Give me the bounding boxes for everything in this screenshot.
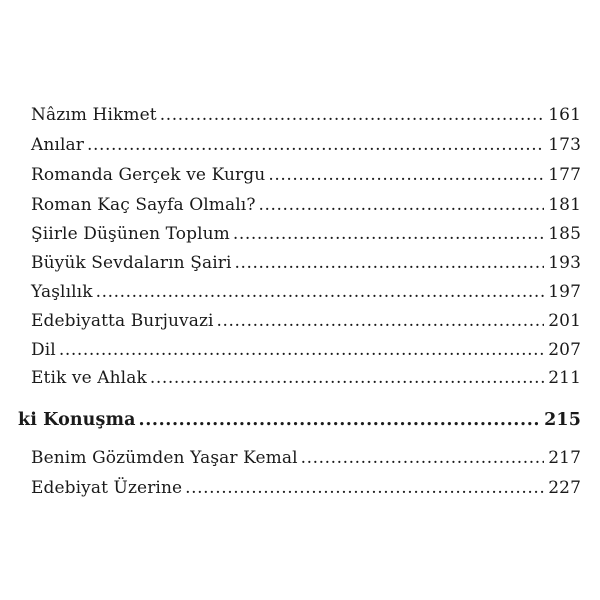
toc-entry-page: 207 <box>548 340 581 360</box>
dot-leader <box>87 133 544 157</box>
toc-entry-title: Roman Kaç Sayfa Olmalı? <box>31 195 256 215</box>
dot-leader <box>139 408 541 432</box>
toc-entry-title: Nâzım Hikmet <box>31 105 157 125</box>
toc-entry-page: 185 <box>548 224 581 244</box>
toc-entry <box>31 446 581 470</box>
toc-entry <box>31 280 581 304</box>
toc-entry <box>31 193 581 217</box>
toc-entry-title: Benim Gözümden Yaşar Kemal <box>31 448 298 468</box>
toc-entry-page: 227 <box>548 478 581 498</box>
toc-entry <box>31 251 581 275</box>
toc-entry <box>31 338 581 362</box>
toc-entry-title: Büyük Sevdaların Şairi <box>31 253 232 273</box>
toc-entry-page: 217 <box>548 448 581 468</box>
toc-entry-page: 211 <box>548 368 581 388</box>
dot-leader <box>233 222 544 246</box>
toc-entry <box>31 476 581 500</box>
toc-entry <box>31 163 581 187</box>
toc-entry <box>31 133 581 157</box>
toc-entry-page: 161 <box>548 105 581 125</box>
toc-section-heading <box>18 408 581 432</box>
dot-leader <box>301 446 545 470</box>
toc-section-title: ki Konuşma <box>18 410 136 430</box>
toc-entry-page: 201 <box>548 311 581 331</box>
dot-leader <box>96 280 545 304</box>
toc-entry-title: Romanda Gerçek ve Kurgu <box>31 165 266 185</box>
toc-entry-page: 181 <box>548 195 581 215</box>
toc-section-page: 215 <box>544 410 581 430</box>
toc-entry-title: Şiirle Düşünen Toplum <box>31 224 230 244</box>
toc-entry-title: Yaşlılık <box>31 282 93 302</box>
toc-entry-title: Anılar <box>31 135 84 155</box>
toc-entry-title: Etik ve Ahlak <box>31 368 147 388</box>
toc-entry-page: 173 <box>548 135 581 155</box>
dot-leader <box>160 103 545 127</box>
toc-entry <box>31 222 581 246</box>
toc-entry-page: 193 <box>548 253 581 273</box>
dot-leader <box>185 476 544 500</box>
toc-entry-page: 177 <box>548 165 581 185</box>
toc-entry <box>31 309 581 333</box>
dot-leader <box>150 366 544 390</box>
dot-leader <box>59 338 544 362</box>
toc-entry-title: Edebiyat Üzerine <box>31 478 183 498</box>
dot-leader <box>217 309 545 333</box>
toc-entry-page: 197 <box>548 282 581 302</box>
dot-leader <box>268 163 544 187</box>
dot-leader <box>235 251 545 275</box>
toc-entry-title: Dil <box>31 340 56 360</box>
toc-entry-title: Edebiyatta Burjuvazi <box>31 311 214 331</box>
dot-leader <box>259 193 545 217</box>
toc-entry <box>31 103 581 127</box>
toc-entry <box>31 366 581 390</box>
